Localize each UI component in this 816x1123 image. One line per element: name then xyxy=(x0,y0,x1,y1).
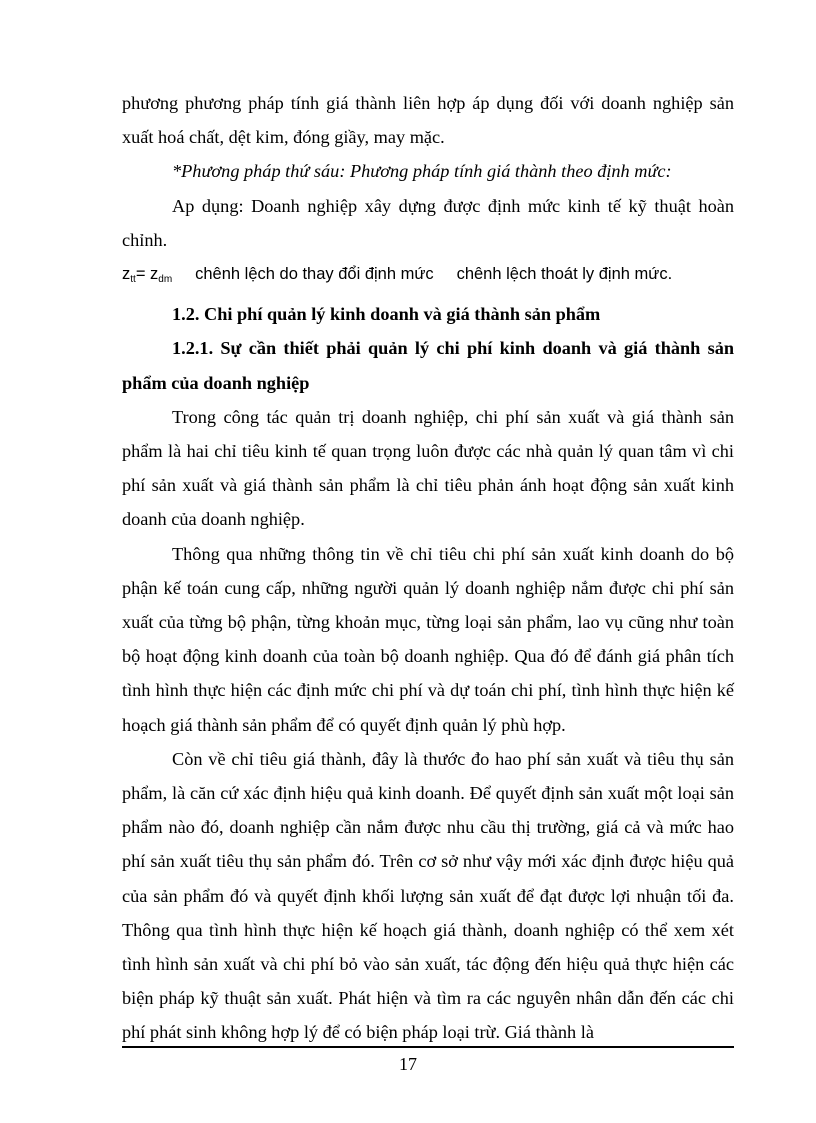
formula-part-2: chênh lệch thoát ly định mức. xyxy=(456,265,673,284)
formula-equals: = z xyxy=(135,265,159,284)
document-body xyxy=(122,86,734,1050)
paragraph-body-3: Còn về chỉ tiêu giá thành, đây là thước đo hao phí sản xuất và tiêu thụ sản phẩm, là căn cứ xác định hiệu quả kinh doanh. Để quyết định sản xuất một loại sản phẩm nào đó, doanh nghiệp cần nắm được nhu cầu thị trường, giá cả và mức hao phí sản xuất tiêu thụ sản phẩm đó. Trên cơ sở như vậy mới xác định được hiệu quả của sản phẩm đó và quyết định khối lượng sản xuất để đạt được lợi nhuận tối đa. Thông qua tình hình thực hiện kế hoạch giá thành, doanh nghiệp có thể xem xét tình hình sản xuất và chi phí bỏ vào sản xuất, tác động đến hiệu quả thực hiện các biện pháp kỹ thuật sản xuất. Phát hiện và tìm ra các nguyên nhân dẫn đến các chi phí phát sinh không hợp lý để có biện pháp loại trừ. Giá thành là xyxy=(122,748,734,1043)
paragraph-body-2: Thông qua những thông tin về chỉ tiêu chi phí sản xuất kinh doanh do bộ phận kế toán cung cấp, những người quản lý doanh nghiệp nắm được chi phí sản xuất của từng bộ phận, từng khoản mục, từng loại sản phẩm, lao vụ cũng như toàn bộ hoạt động kinh doanh của toàn bộ doanh nghiệp. Qua đó để đánh giá phân tích tình hình thực hiện các định mức chi phí và dự toán chi phí, tình hình thực hiện kế hoạch giá thành sản phẩm để có quyết định quản lý phù hợp. xyxy=(122,543,734,735)
formula-z: z xyxy=(122,265,131,284)
formula-sub-dm: dm xyxy=(158,274,173,286)
page-number: 17 xyxy=(399,1054,417,1074)
paragraph-method-six: *Phương pháp thứ sáu: Phương pháp tính giá thành theo định mức: xyxy=(172,161,672,182)
footer-divider xyxy=(122,1046,734,1048)
formula-sub-tt: tt xyxy=(130,274,136,286)
paragraph-body-1: Trong công tác quản trị doanh nghiệp, chi phí sản xuất và giá thành sản phẩm là hai chỉ tiêu kinh tế quan trọng luôn được các nhà quản lý quan tâm vì chi phí sản xuất và giá thành sản phẩm là chỉ tiêu phản ánh hoạt động sản xuất kinh doanh của doanh nghiệp. xyxy=(122,406,734,530)
paragraph-application: Ap dụng: Doanh nghiệp xây dựng được định mức kinh tế kỹ thuật hoàn chỉnh. xyxy=(122,195,734,250)
paragraph-intro: phương phương pháp tính giá thành liên hợp áp dụng đối với doanh nghiệp sản xuất hoá chất, dệt kim, đóng giầy, may mặc. xyxy=(122,93,734,148)
heading-1-2: 1.2. Chi phí quản lý kinh doanh và giá thành sản phẩm xyxy=(172,304,601,325)
formula-line xyxy=(122,257,734,297)
heading-1-2-1: 1.2.1. Sự cần thiết phải quản lý chi phí kinh doanh và giá thành sản phẩm của doanh nghiệp xyxy=(122,338,734,393)
formula-part-1: chênh lệch do thay đổi định mức xyxy=(195,265,434,284)
